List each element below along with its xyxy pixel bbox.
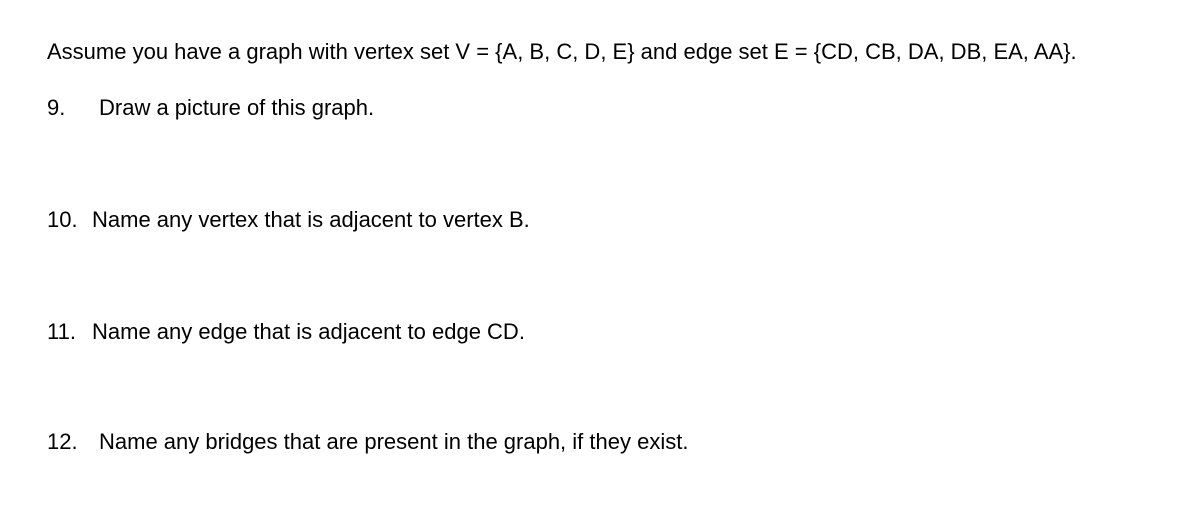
question-10 bbox=[47, 206, 530, 234]
problem-statement: Assume you have a graph with vertex set V = {A, B, C, D, E} and edge set E = {CD, CB, DA, DB, EA, AA}. bbox=[47, 39, 1077, 64]
question-number: 10. bbox=[47, 207, 78, 232]
question-text: Draw a picture of this graph. bbox=[99, 95, 375, 120]
question-text: Name any edge that is adjacent to edge CD. bbox=[92, 319, 525, 344]
question-number: 11. bbox=[47, 319, 76, 344]
question-number: 12. bbox=[47, 429, 78, 454]
question-text: Name any vertex that is adjacent to vertex B. bbox=[92, 207, 530, 232]
question-number: 9. bbox=[47, 95, 66, 120]
question-11 bbox=[47, 318, 525, 346]
question-9 bbox=[47, 94, 374, 122]
question-text: Name any bridges that are present in the graph, if they exist. bbox=[99, 429, 689, 454]
question-12 bbox=[47, 428, 688, 456]
